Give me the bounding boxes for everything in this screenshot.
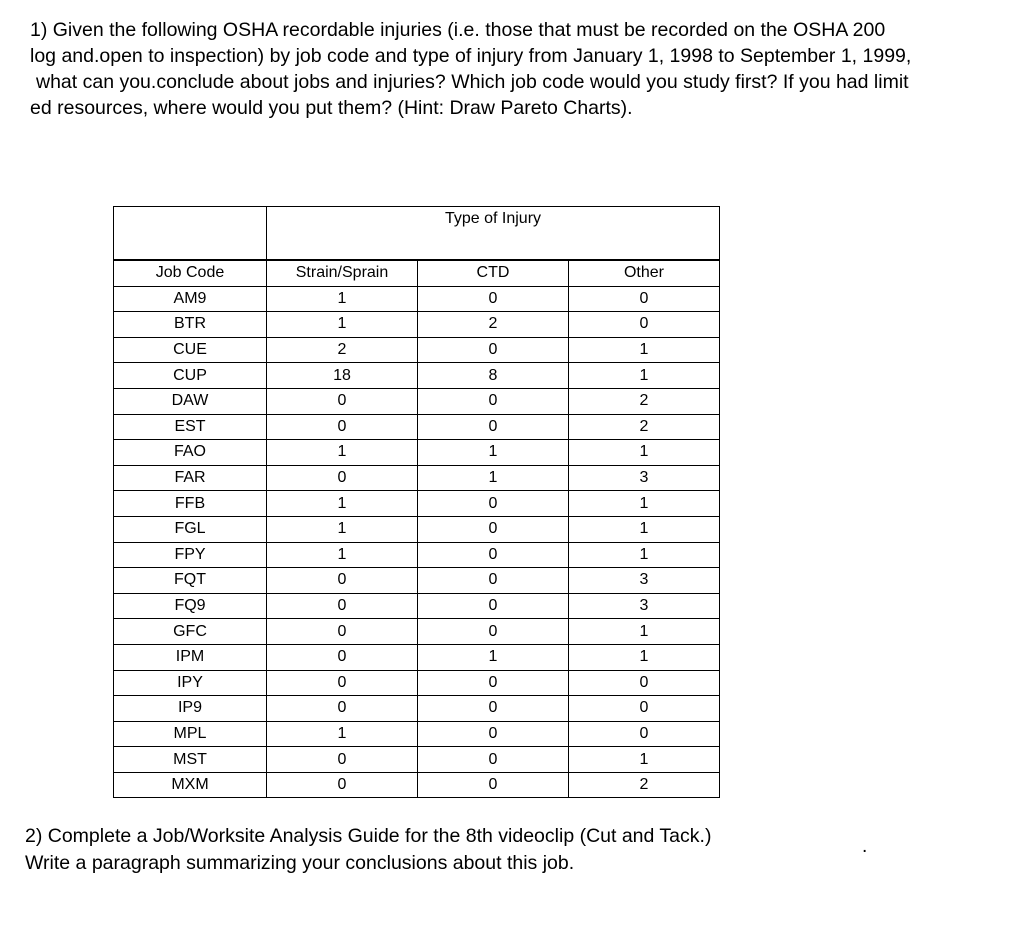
- ctd-cell: 0: [418, 721, 569, 747]
- job-code-cell: BTR: [114, 312, 267, 338]
- ctd-cell: 0: [418, 516, 569, 542]
- injury-table: [113, 206, 720, 798]
- table-row: [114, 772, 720, 798]
- question-2-line-2: Write a paragraph summarizing your conclusions about this job.: [25, 852, 575, 874]
- ctd-cell: 0: [418, 388, 569, 414]
- job-code-cell: FGL: [114, 516, 267, 542]
- table-row: [114, 440, 720, 466]
- table-row: [114, 491, 720, 517]
- job-code-cell: FAO: [114, 440, 267, 466]
- job-code-cell: FAR: [114, 465, 267, 491]
- ctd-cell: 0: [418, 337, 569, 363]
- table-row: [114, 747, 720, 773]
- other-cell: 1: [569, 363, 720, 389]
- strain-sprain-cell: 1: [267, 286, 418, 312]
- job-code-cell: MST: [114, 747, 267, 773]
- other-cell: 2: [569, 388, 720, 414]
- strain-sprain-cell: 0: [267, 388, 418, 414]
- job-code-cell: MPL: [114, 721, 267, 747]
- other-cell: 1: [569, 619, 720, 645]
- table-row: [114, 696, 720, 722]
- other-cell: 1: [569, 440, 720, 466]
- ctd-cell: 0: [418, 696, 569, 722]
- strain-sprain-cell: 1: [267, 312, 418, 338]
- column-header-other: Other: [569, 260, 720, 286]
- strain-sprain-cell: 0: [267, 593, 418, 619]
- question-2-line-1: 2) Complete a Job/Worksite Analysis Guide for the 8th videoclip (Cut and Tack.): [25, 825, 712, 847]
- table-row: [114, 593, 720, 619]
- job-code-cell: AM9: [114, 286, 267, 312]
- table-row: [114, 286, 720, 312]
- table-group-header-row: [114, 207, 720, 261]
- ctd-cell: 0: [418, 286, 569, 312]
- ctd-cell: 0: [418, 542, 569, 568]
- job-code-cell: IP9: [114, 696, 267, 722]
- strain-sprain-cell: 0: [267, 772, 418, 798]
- table-column-header-row: [114, 260, 720, 286]
- question-1-line-3: what can you.conclude about jobs and injuries? Which job code would you study first? If you had limit: [36, 71, 909, 93]
- ctd-cell: 8: [418, 363, 569, 389]
- strain-sprain-cell: 0: [267, 670, 418, 696]
- column-header-strain-sprain: Strain/Sprain: [267, 260, 418, 286]
- table-row: [114, 516, 720, 542]
- table-row: [114, 568, 720, 594]
- question-1-line-2: log and.open to inspection) by job code and type of injury from January 1, 1998 to September 1, 1999,: [30, 45, 912, 67]
- other-cell: 1: [569, 644, 720, 670]
- other-cell: 0: [569, 286, 720, 312]
- ctd-cell: 1: [418, 440, 569, 466]
- table-body: [114, 286, 720, 798]
- other-cell: 3: [569, 568, 720, 594]
- ctd-cell: 0: [418, 619, 569, 645]
- type-of-injury-header: Type of Injury: [267, 207, 720, 261]
- strain-sprain-cell: 0: [267, 568, 418, 594]
- ctd-cell: 0: [418, 670, 569, 696]
- table-row: [114, 542, 720, 568]
- question-1-line-1: 1) Given the following OSHA recordable injuries (i.e. those that must be recorded on the OSHA 200: [30, 19, 886, 41]
- strain-sprain-cell: 1: [267, 516, 418, 542]
- other-cell: 1: [569, 491, 720, 517]
- other-cell: 2: [569, 772, 720, 798]
- other-cell: 1: [569, 542, 720, 568]
- strain-sprain-cell: 0: [267, 414, 418, 440]
- job-code-cell: IPM: [114, 644, 267, 670]
- other-cell: 2: [569, 414, 720, 440]
- ctd-cell: 0: [418, 491, 569, 517]
- table-row: [114, 388, 720, 414]
- other-cell: 1: [569, 337, 720, 363]
- strain-sprain-cell: 2: [267, 337, 418, 363]
- ctd-cell: 0: [418, 414, 569, 440]
- strain-sprain-cell: 0: [267, 465, 418, 491]
- job-code-cell: CUP: [114, 363, 267, 389]
- stray-period: .: [862, 836, 868, 857]
- column-header-ctd: CTD: [418, 260, 569, 286]
- job-code-cell: IPY: [114, 670, 267, 696]
- strain-sprain-cell: 1: [267, 542, 418, 568]
- other-cell: 3: [569, 593, 720, 619]
- other-cell: 0: [569, 721, 720, 747]
- ctd-cell: 0: [418, 772, 569, 798]
- ctd-cell: 0: [418, 568, 569, 594]
- job-code-cell: GFC: [114, 619, 267, 645]
- job-code-cell: FQT: [114, 568, 267, 594]
- strain-sprain-cell: 18: [267, 363, 418, 389]
- strain-sprain-cell: 1: [267, 440, 418, 466]
- ctd-cell: 0: [418, 593, 569, 619]
- table-row: [114, 644, 720, 670]
- strain-sprain-cell: 0: [267, 696, 418, 722]
- table-row: [114, 337, 720, 363]
- table-row: [114, 312, 720, 338]
- strain-sprain-cell: 1: [267, 721, 418, 747]
- table-row: [114, 414, 720, 440]
- other-cell: 0: [569, 312, 720, 338]
- question-1: [30, 17, 1005, 121]
- column-header-job-code: Job Code: [114, 260, 267, 286]
- other-cell: 3: [569, 465, 720, 491]
- other-cell: 1: [569, 516, 720, 542]
- job-code-cell: FFB: [114, 491, 267, 517]
- table-row: [114, 363, 720, 389]
- job-code-cell: DAW: [114, 388, 267, 414]
- other-cell: 0: [569, 696, 720, 722]
- ctd-cell: 1: [418, 465, 569, 491]
- table-row: [114, 619, 720, 645]
- strain-sprain-cell: 0: [267, 619, 418, 645]
- ctd-cell: 2: [418, 312, 569, 338]
- job-code-cell: EST: [114, 414, 267, 440]
- job-code-cell: FPY: [114, 542, 267, 568]
- strain-sprain-cell: 0: [267, 644, 418, 670]
- table-row: [114, 670, 720, 696]
- strain-sprain-cell: 1: [267, 491, 418, 517]
- job-code-cell: CUE: [114, 337, 267, 363]
- job-code-cell: FQ9: [114, 593, 267, 619]
- other-cell: 1: [569, 747, 720, 773]
- job-code-cell: MXM: [114, 772, 267, 798]
- table-row: [114, 465, 720, 491]
- other-cell: 0: [569, 670, 720, 696]
- table-row: [114, 721, 720, 747]
- strain-sprain-cell: 0: [267, 747, 418, 773]
- question-1-line-4: ed resources, where would you put them? (Hint: Draw Pareto Charts).: [30, 97, 633, 119]
- ctd-cell: 1: [418, 644, 569, 670]
- ctd-cell: 0: [418, 747, 569, 773]
- empty-header-cell: [114, 207, 267, 261]
